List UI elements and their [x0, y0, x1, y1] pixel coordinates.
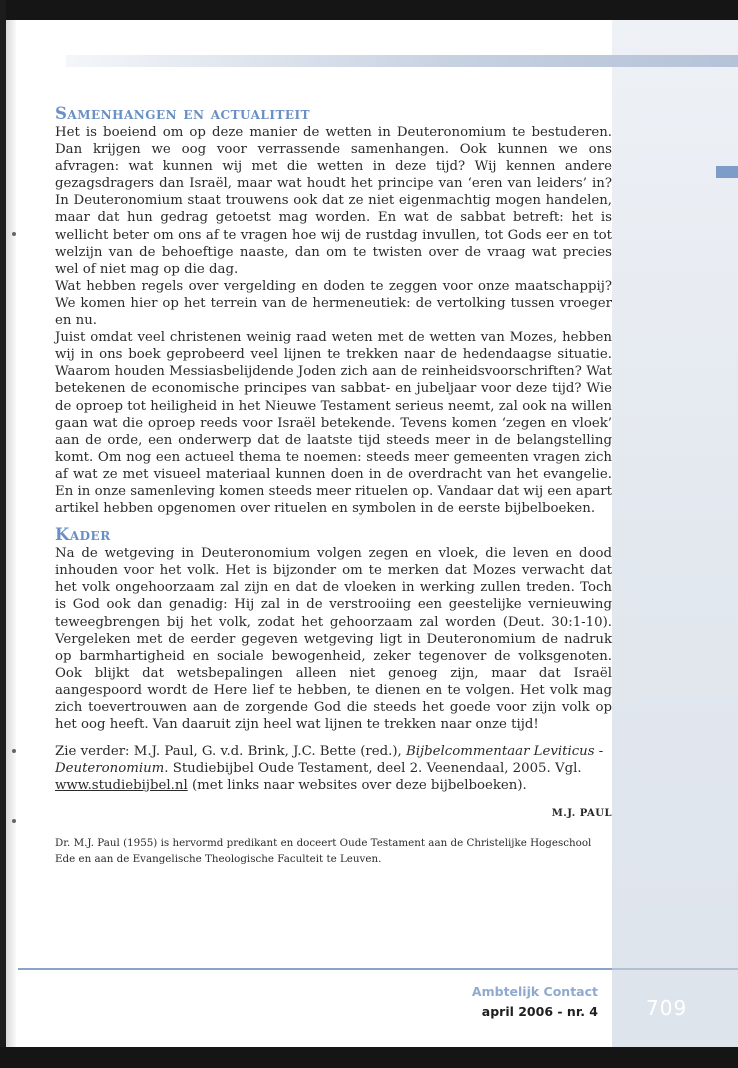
book-title: Bijbelcommentaar Leviticus - Deuteronomium: [55, 744, 604, 777]
section-heading-samenhangen: Samenhangen en actualiteit: [55, 104, 311, 123]
author-bio: Dr. M.J. Paul (1955) is hervormd predikant en doceert Oude Testament aan de Christelijke Hogeschool Ede en aan de Evangelische Theologische Faculteit te Leuven.: [55, 837, 592, 866]
footer-rule: [18, 968, 612, 970]
paragraph: Het is boeiend om op deze manier de wetten in Deuteronomium te bestuderen. Dan krijgen we oog voor verrassende samenhangen. Ook kunnen we ons afvragen: wat kunnen wij met die wetten in deze tijd? Wij kennen andere gezagsdragers dan Israël, maar wat houdt het principe van ‘eren van leiders’ in? In Deuteronomium staat trouwens ook dat ze niet eigenmachtig mogen handelen, maar dat hun gedrag getoetst mag worden. En wat de sabbat betreft: het is wellicht beter om ons af te vragen hoe wij de rustdag invullen, tot Gods eer en tot welzijn van de behoeftige naaste, dan om te twisten over de vraag wat precies wel of niet mag op die dag.: [55, 125, 612, 277]
sources-middle: . Studiebijbel Oude Testament, deel 2. Veenendaal, 2005. Vgl.: [164, 761, 582, 777]
side-tab-marker: [716, 166, 738, 178]
paragraph: Juist omdat veel christenen weinig raad weten met de wetten van Mozes, hebben wij in ons boek geprobeerd veel lijnen te trekken naar de hedendaagse situatie. Waarom houden Messiasbelijdende Joden zich aan de reinheidsvoorschriften? Wat betekenen de economische principes van sabbat- en jubeljaar voor deze tijd? Wie de oproep tot heiligheid in het Nieuwe Testament serieus neemt, zal ook na willen gaan wat die oproep reeds voor Israël betekende. Tevens komen ‘zegen en vloek’ aan de orde, een onderwerp dat de laatste tijd steeds meer in de belangstelling komt. Om nog een actueel thema te noemen: steeds meer gemeenten vragen zich af wat ze met visueel materiaal kunnen doen in de overdracht van het evangelie. En in onze samenleving komen steeds meer rituelen op. Vandaar dat wij een apart artikel hebben opgenomen over rituelen en symbolen in de eerste bijbelboeken.: [55, 330, 612, 517]
footer-rule: [612, 968, 738, 970]
page-footer: [472, 983, 598, 1023]
header-band: [66, 55, 738, 67]
magazine-name: Ambtelijk Contact: [471, 984, 598, 999]
margin-mark: [12, 749, 16, 753]
issue-info: april 2006 - nr. 4: [481, 1004, 598, 1019]
scan-top-border: [0, 0, 738, 20]
sources-note: [55, 743, 612, 794]
section-heading-kader: Kader: [55, 525, 111, 545]
page-edge-shadow: [6, 20, 16, 1047]
margin-mark: [12, 232, 16, 236]
scan-bottom-border: [0, 1047, 738, 1068]
paragraph: Wat hebben regels over vergelding en doden te zeggen voor onze maatschappij? We komen hier op het terrein van de hermeneutiek: de vertolking tussen vroeger en nu.: [55, 278, 612, 329]
margin-mark: [12, 819, 16, 823]
website-link[interactable]: www.studiebijbel.nl: [55, 778, 188, 794]
article-body: [55, 104, 612, 867]
paragraph: Na de wetgeving in Deuteronomium volgen zegen en vloek, die leven en dood inhouden voor het volk. Het is bijzonder om te merken dat Mozes verwacht dat het volk ongehoorzaam zal zijn en dat de vloeken in werking zullen treden. Toch is God ook dan genadig: Hij zal in de verstrooiing een geestelijke vernieuwing teweegbrengen bij het volk, zodat het gehoorzaam zal worden (Deut. 30:1-10). Vergeleken met de eerder gegeven wetgeving ligt in Deuteronomium de nadruk op barmhartigheid en sociale bewogenheid, zeker tegenover de volksgenoten. Ook blijkt dat wetsbepalingen alleen niet genoeg zijn, maar dat Israël aangespoord wordt de Here lief te hebben, te dienen en te volgen. Het volk mag zich toevertrouwen aan de zorgende God die steeds het goede voor zijn volk op het oog heeft. Van daaruit zijn heel wat lijnen te trekken naar onze tijd!: [55, 546, 612, 733]
author-name: M.J. PAUL: [551, 808, 612, 820]
sources-prefix: Zie verder: M.J. Paul, G. v.d. Brink, J.C. Bette (red.),: [55, 744, 406, 760]
page-number: 709: [646, 996, 688, 1020]
sources-suffix: (met links naar websites over deze bijbelboeken).: [187, 778, 527, 794]
